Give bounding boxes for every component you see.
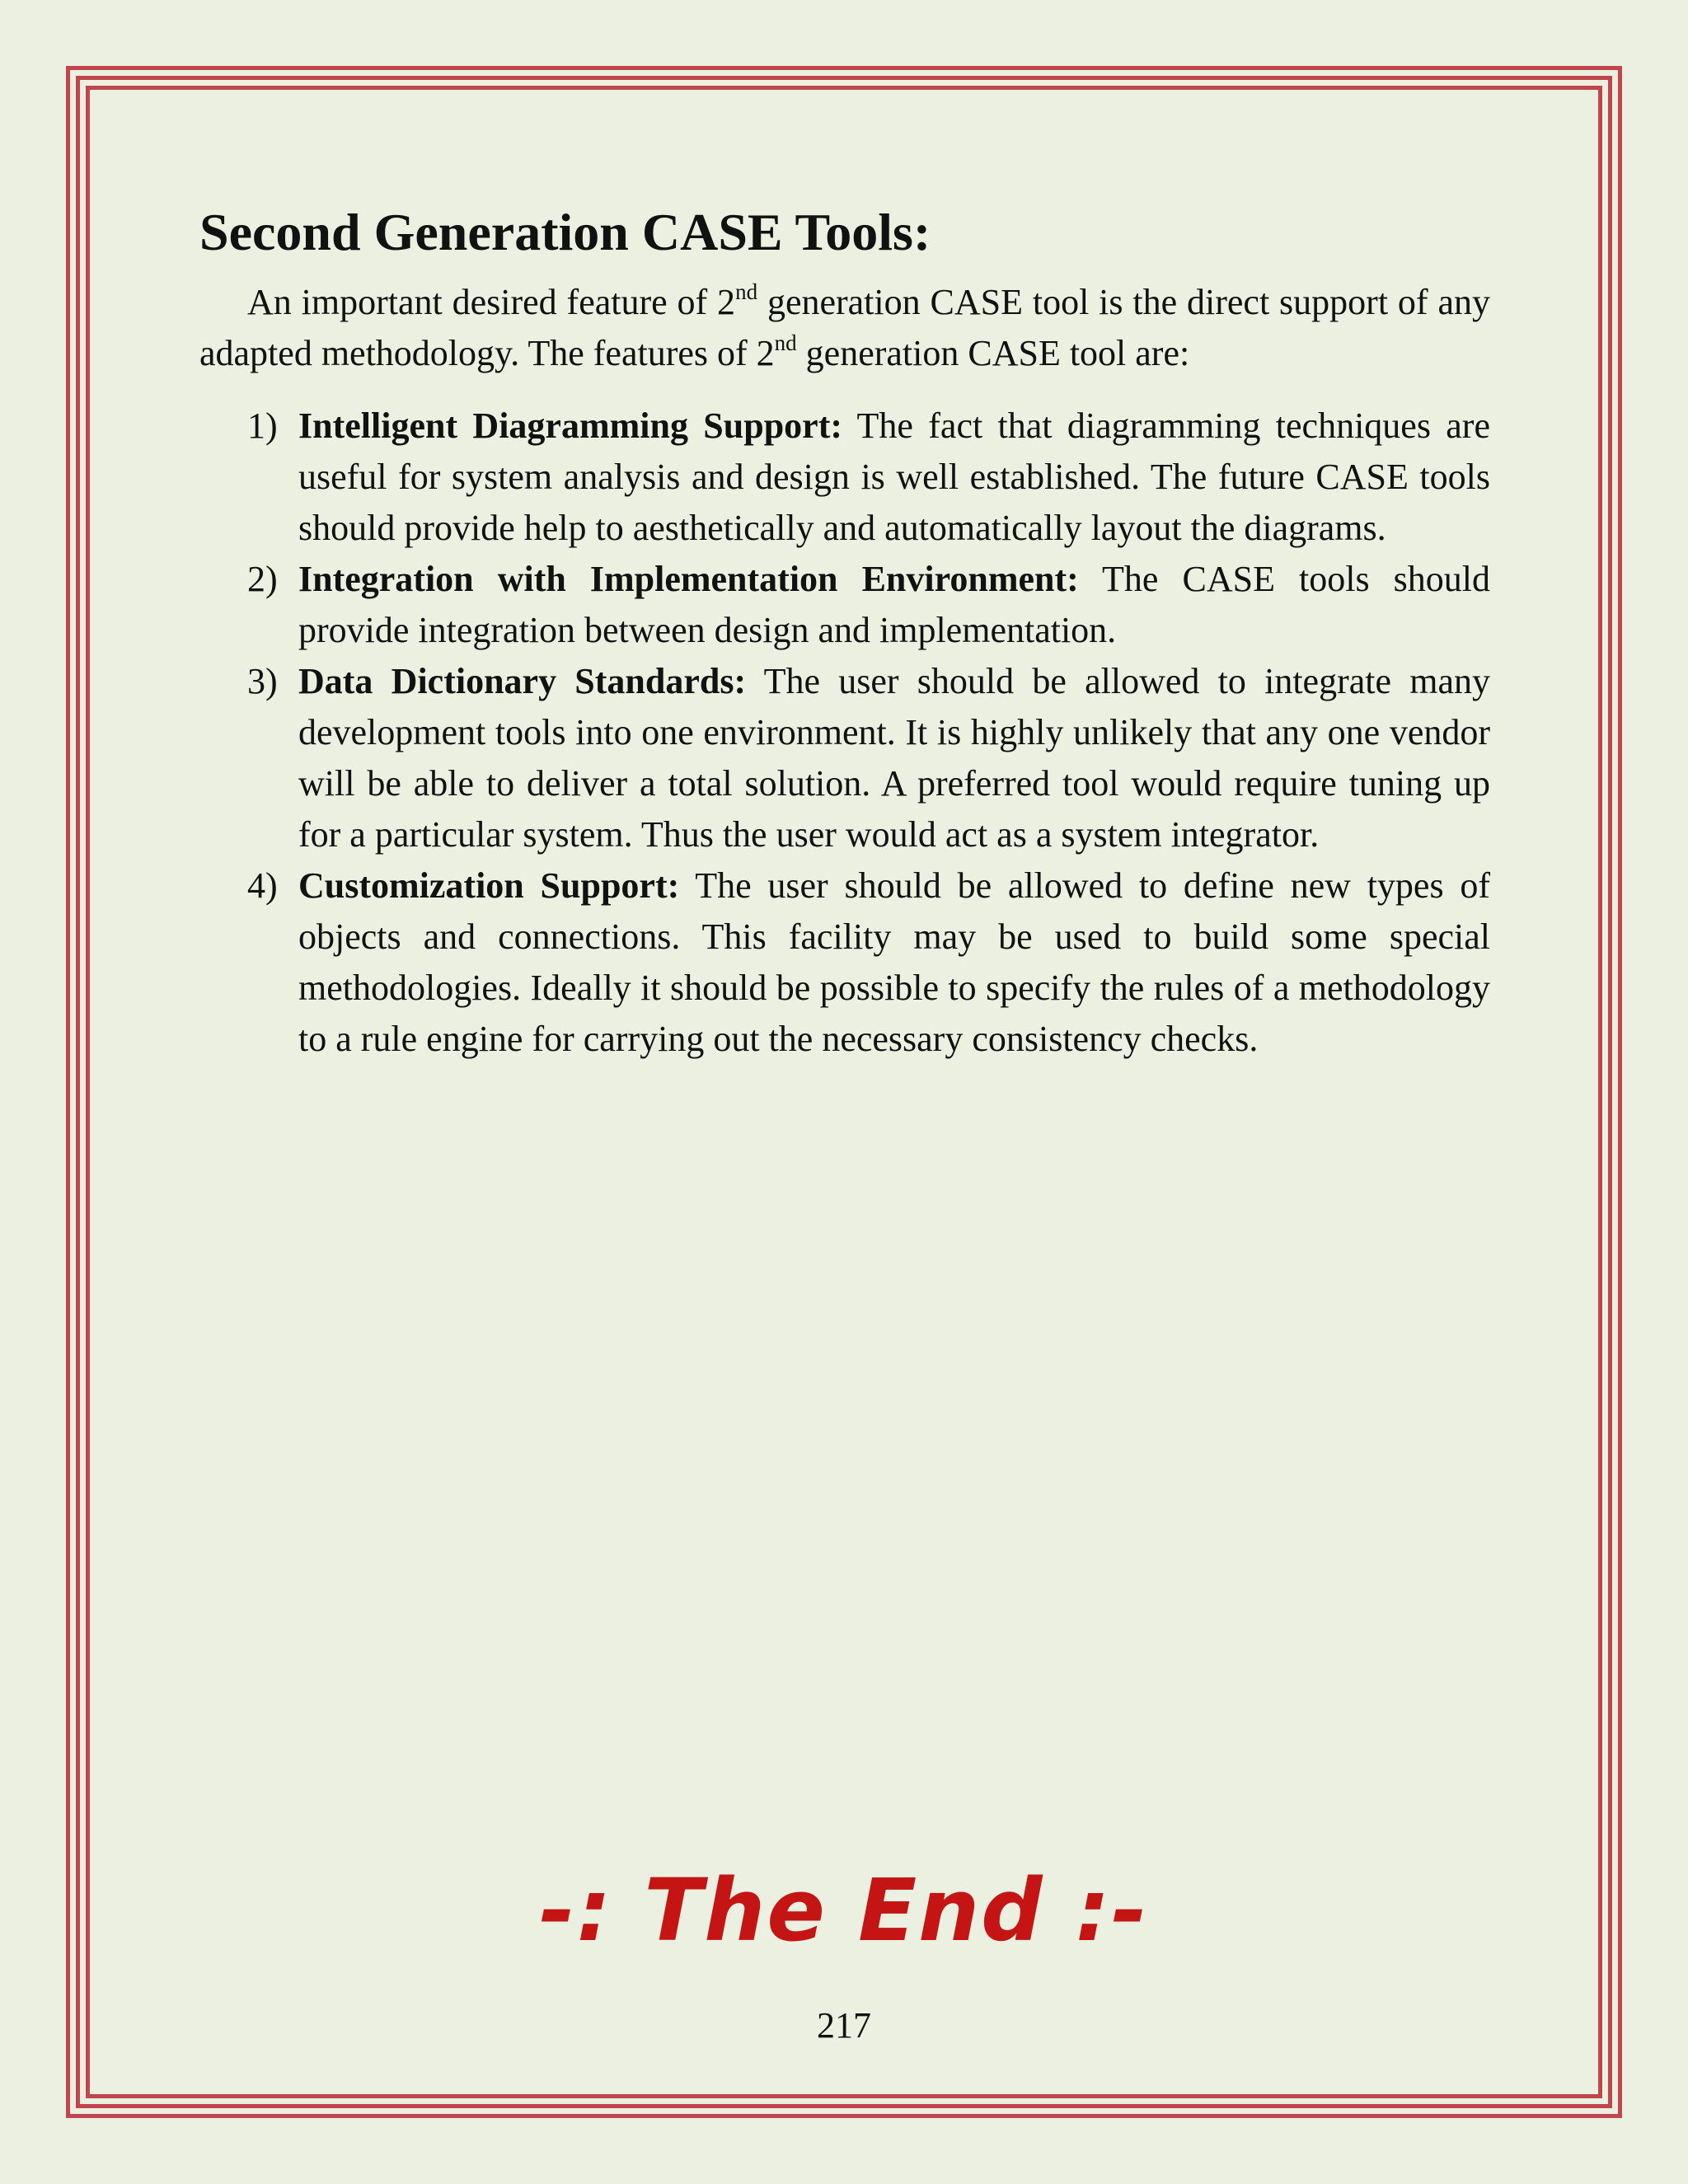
page-number: 217 — [817, 2005, 871, 2046]
intro-superscript-1: nd — [735, 279, 758, 305]
page-content — [199, 196, 1490, 1065]
feature-number: 3) — [247, 661, 278, 701]
feature-title: Integration with Implementation Environment: — [298, 559, 1079, 599]
feature-list — [199, 401, 1490, 1065]
intro-superscript-2: nd — [774, 330, 797, 356]
feature-description: The fact that diagramming techniques are useful for system analysis and design is well established. The future CASE tools should provide help to aesthetically and automatically layout the diagrams. — [298, 405, 1490, 548]
intro-paragraph — [199, 277, 1490, 379]
feature-title: Customization Support: — [298, 865, 680, 906]
feature-item-customization-support — [199, 860, 1490, 1065]
feature-title: Data Dictionary Standards: — [298, 661, 747, 701]
feature-description: The CASE tools should provide integration between design and implementation. — [298, 559, 1490, 650]
section-heading: Second Generation CASE Tools: — [199, 203, 931, 261]
feature-item-data-dictionary-standards — [199, 656, 1490, 860]
intro-text-3: generation CASE tool are: — [796, 333, 1190, 373]
intro-text-1: An important desired feature of 2 — [247, 282, 736, 322]
intro-text-2: generation CASE tool is the direct support of any adapted methodology. The features of 2 — [199, 282, 1490, 373]
feature-item-intelligent-diagramming — [199, 401, 1490, 554]
feature-item-integration-implementation — [199, 554, 1490, 656]
feature-number: 1) — [247, 405, 278, 446]
feature-description: The user should be allowed to define new types of objects and connections. This facility may be used to build some special methodologies. Ideally it should be possible to specify the rules of a methodology to a rule engine for carrying out the necessary consistency checks. — [298, 865, 1490, 1059]
feature-title: Intelligent Diagramming Support: — [298, 405, 843, 446]
feature-number: 4) — [247, 865, 278, 906]
the-end-banner: -: The End :- — [539, 1860, 1149, 1961]
feature-number: 2) — [247, 559, 278, 599]
feature-description: The user should be allowed to integrate many development tools into one environment. It is highly unlikely that any one vendor will be able to deliver a total solution. A preferred tool would require tuning up for a particular system. Thus the user would act as a system integrator. — [298, 661, 1490, 855]
